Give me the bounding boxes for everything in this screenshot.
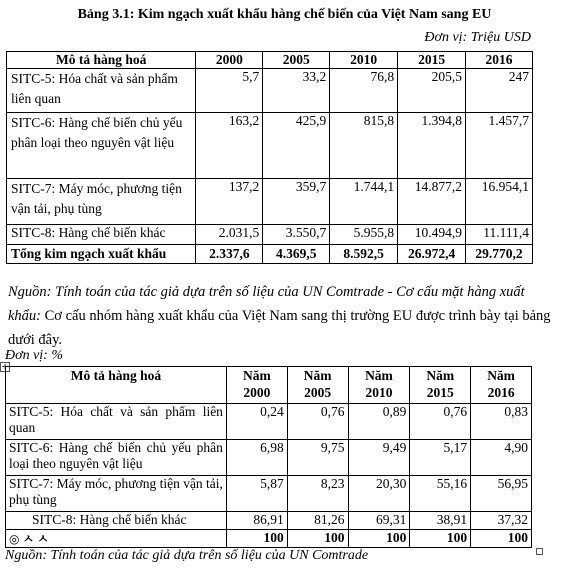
table-row (7, 179, 533, 225)
row-label: SITC-6: Hàng chế biến chủ yếu phân loại theo nguyên vật liệu (7, 113, 196, 179)
value-cell: 5,87 (226, 476, 287, 512)
table-header-row (7, 52, 533, 69)
value-cell: 9,49 (348, 440, 410, 476)
table-row (6, 404, 532, 440)
value-cell: 14.877,2 (398, 179, 466, 225)
value-cell: 5,17 (410, 440, 471, 476)
source-note: Nguồn: Tính toán của tác giả dựa trên số liệu của UN Comtrade - Cơ cấu mặt hàng xuất khẩu: (8, 284, 525, 324)
value-cell: 0,24 (226, 404, 287, 440)
row-label: SITC-6: Hàng chế biến chủ yếu phân loại theo nguyên vật liệu (6, 440, 227, 476)
value-cell: 4,90 (471, 440, 532, 476)
value-cell: 86,91 (226, 512, 287, 530)
value-cell: 205,5 (398, 69, 466, 113)
value-cell: 5,7 (196, 69, 263, 113)
total-value: 8.592,5 (330, 245, 398, 264)
header-cell: 2015 (398, 52, 466, 69)
total-row (7, 245, 533, 264)
value-cell: 2.031,5 (196, 225, 263, 245)
row-label: SITC-5: Hóa chất và sản phẩm liên quan (6, 404, 227, 440)
total-value: 2.337,6 (196, 245, 263, 264)
total-label: ◎ ㅅ ㅅ (6, 530, 227, 548)
total-row (6, 530, 532, 548)
total-value: 29.770,2 (466, 245, 533, 264)
header-cell: Năm 2010 (348, 367, 410, 404)
header-cell: Mô tả hàng hoá (7, 52, 196, 69)
header-cell: 2010 (330, 52, 398, 69)
unit-label-2: Đơn vị: % (5, 348, 64, 363)
table-row (6, 476, 532, 512)
value-cell: 76,8 (330, 69, 398, 113)
row-label: SITC-7: Máy móc, phương tiện vận tải, phụ tùng (6, 476, 227, 512)
source-note-2: Nguồn: Tính toán của tác giả dựa trên số liệu của UN Comtrade (5, 548, 369, 563)
table-row (6, 512, 532, 530)
row-label: SITC-8: Hàng chế biến khác (6, 512, 227, 530)
value-cell: 247 (466, 69, 533, 113)
total-value: 100 (348, 530, 410, 548)
value-cell: 11.111,4 (466, 225, 533, 245)
value-cell: 1.394,8 (398, 113, 466, 179)
table-resize-handle-icon[interactable] (536, 548, 543, 555)
table-row (7, 69, 533, 113)
value-cell: 10.494,9 (398, 225, 466, 245)
table-move-handle-icon[interactable]: ✛ (0, 362, 10, 372)
header-cell: 2005 (263, 52, 330, 69)
value-cell: 1.457,7 (466, 113, 533, 179)
header-cell: Năm 2015 (410, 367, 471, 404)
value-cell: 359,7 (263, 179, 330, 225)
row-label: SITC-5: Hóa chất và sản phẩm liên quan (7, 69, 196, 113)
row-label: SITC-8: Hàng chế biến khác (7, 225, 196, 245)
paragraph-body: Cơ cấu nhóm hàng xuất khẩu của Việt Nam sang thị trường EU được trình bày tại bảng dưới đây. (8, 308, 551, 348)
value-cell: 0,76 (410, 404, 471, 440)
total-value: 4.369,5 (263, 245, 330, 264)
export-value-table (6, 51, 533, 264)
value-cell: 20,30 (348, 476, 410, 512)
value-cell: 37,32 (471, 512, 532, 530)
value-cell: 8,23 (287, 476, 348, 512)
table-title: Bảng 3.1: Kim ngạch xuất khẩu hàng chế biến của Việt Nam sang EU (77, 7, 492, 22)
header-cell: 2016 (466, 52, 533, 69)
total-value: 100 (287, 530, 348, 548)
total-value: 100 (471, 530, 532, 548)
header-cell: Mô tả hàng hoá (6, 367, 227, 404)
total-value: 100 (226, 530, 287, 548)
unit-label-1: Đơn vị: Triệu USD (424, 30, 531, 45)
header-cell: Năm 2005 (287, 367, 348, 404)
table-row (6, 440, 532, 476)
row-label: SITC-7: Máy móc, phương tiện vận tải, phụ tùng (7, 179, 196, 225)
value-cell: 6,98 (226, 440, 287, 476)
value-cell: 163,2 (196, 113, 263, 179)
value-cell: 1.744,1 (330, 179, 398, 225)
table-row (7, 225, 533, 245)
table-header-row (6, 367, 532, 404)
value-cell: 5.955,8 (330, 225, 398, 245)
value-cell: 9,75 (287, 440, 348, 476)
value-cell: 3.550,7 (263, 225, 330, 245)
value-cell: 33,2 (263, 69, 330, 113)
value-cell: 56,95 (471, 476, 532, 512)
value-cell: 16.954,1 (466, 179, 533, 225)
value-cell: 425,9 (263, 113, 330, 179)
value-cell: 81,26 (287, 512, 348, 530)
export-structure-table (5, 366, 532, 548)
table-row (7, 113, 533, 179)
value-cell: 38,91 (410, 512, 471, 530)
header-cell: Năm 2000 (226, 367, 287, 404)
value-cell: 69,31 (348, 512, 410, 530)
value-cell: 0,83 (471, 404, 532, 440)
value-cell: 55,16 (410, 476, 471, 512)
header-cell: 2000 (196, 52, 263, 69)
value-cell: 815,8 (330, 113, 398, 179)
value-cell: 137,2 (196, 179, 263, 225)
value-cell: 0,76 (287, 404, 348, 440)
header-cell: Năm 2016 (471, 367, 532, 404)
total-value: 100 (410, 530, 471, 548)
value-cell: 0,89 (348, 404, 410, 440)
total-value: 26.972,4 (398, 245, 466, 264)
source-paragraph (8, 280, 553, 352)
total-label: Tổng kim ngạch xuất khẩu (7, 245, 196, 264)
